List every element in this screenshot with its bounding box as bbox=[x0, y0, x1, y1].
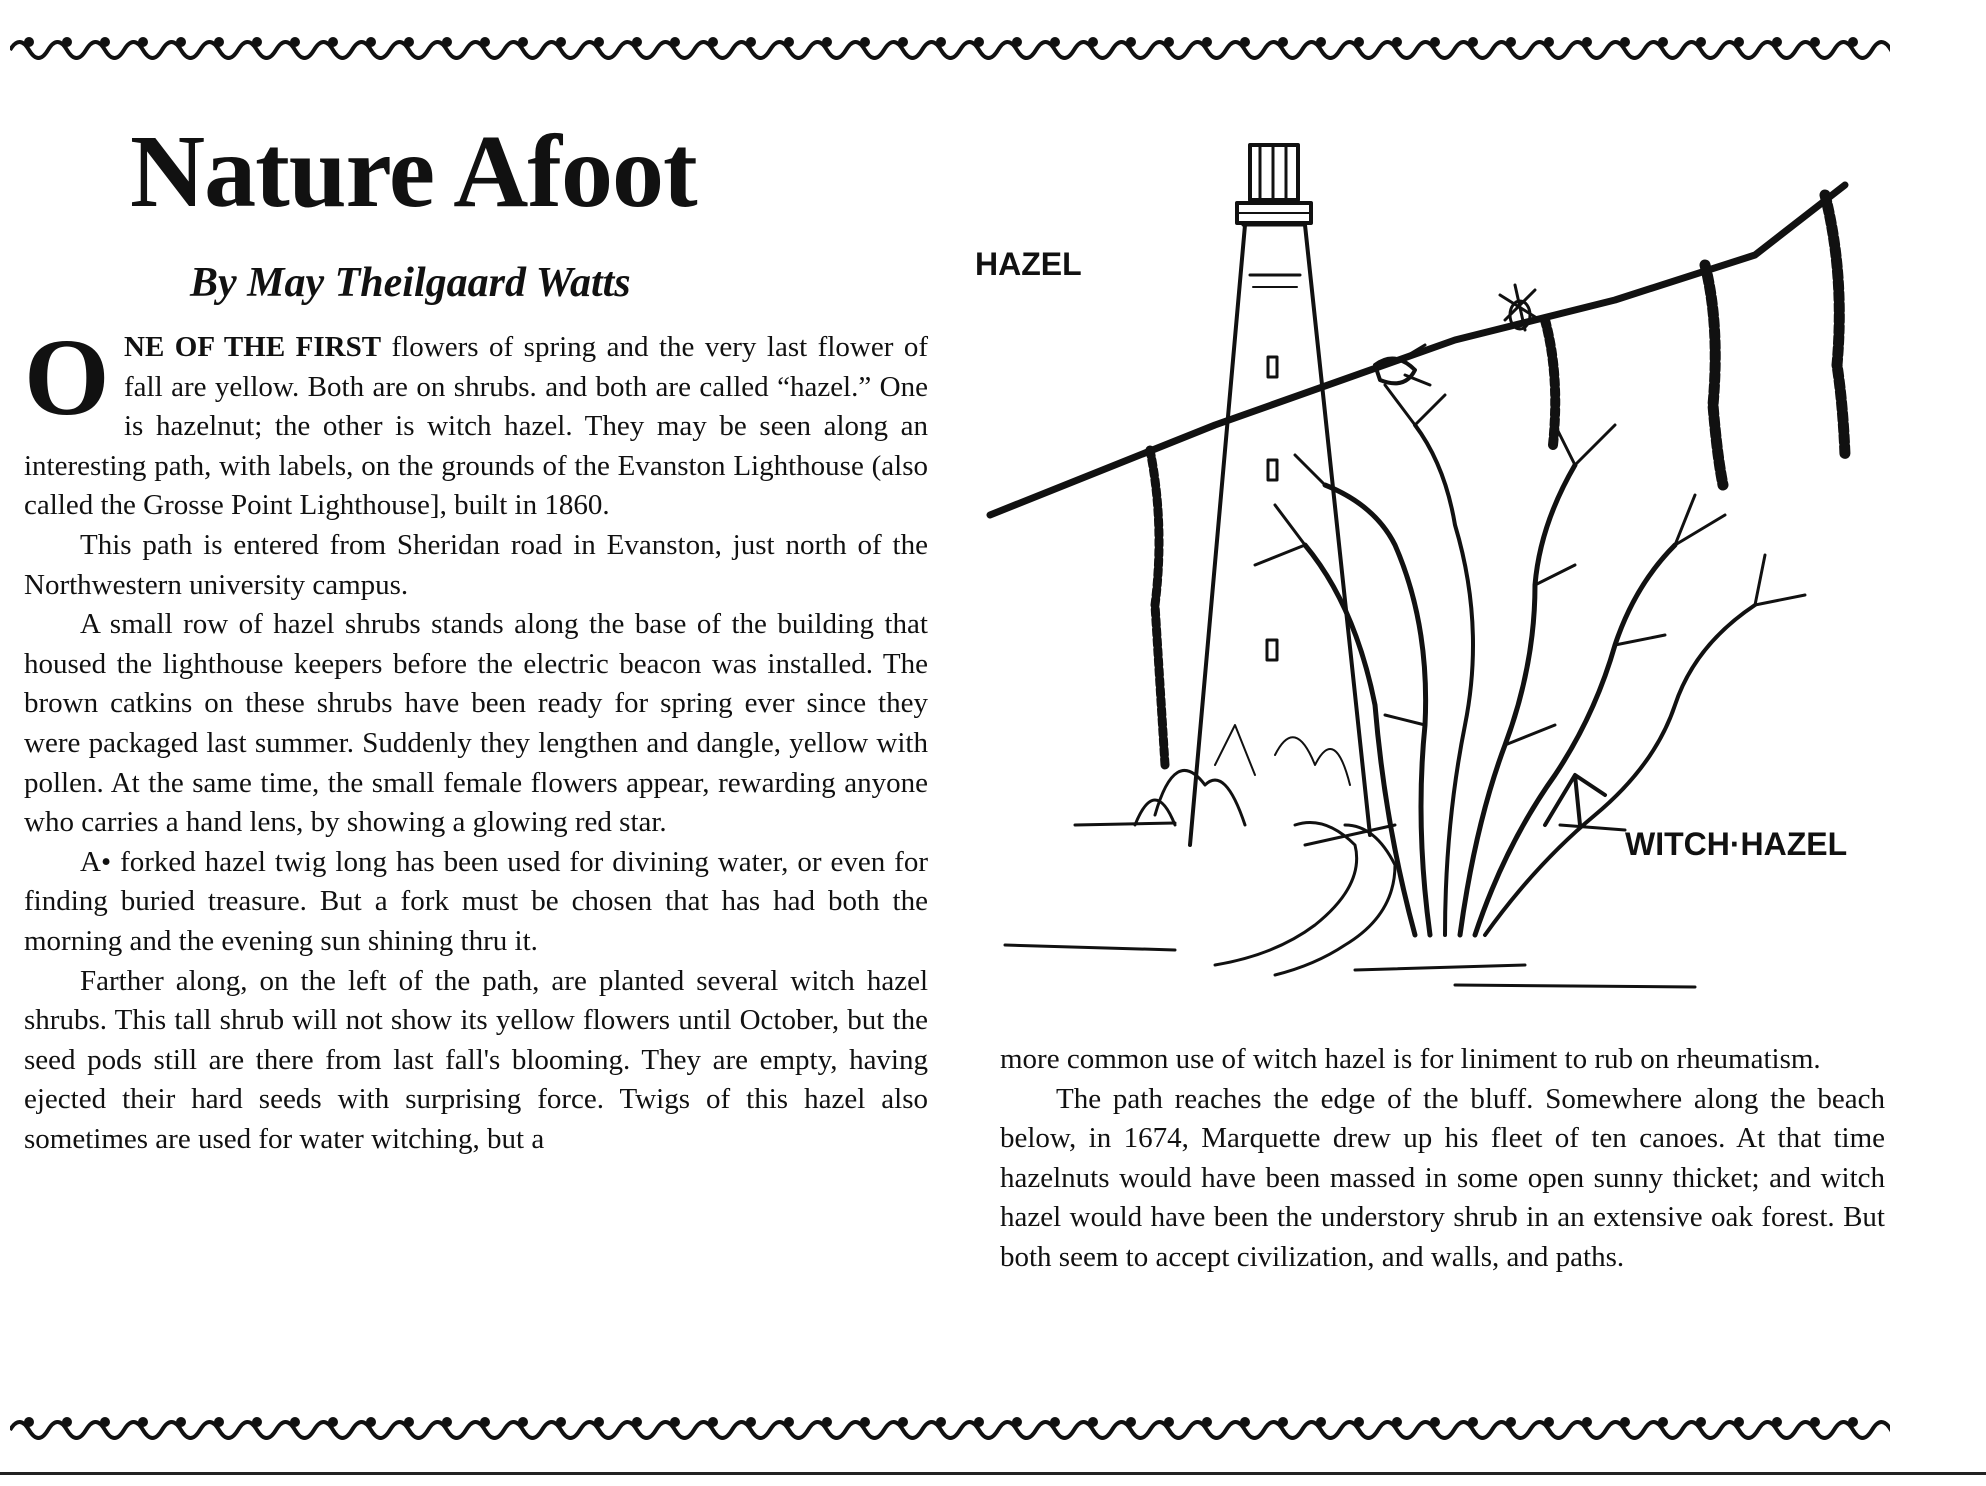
wave-dot bbox=[518, 1417, 528, 1427]
wave-dot bbox=[24, 37, 34, 47]
wave-dot bbox=[594, 1417, 604, 1427]
wave-dot bbox=[632, 37, 642, 47]
wave-dot bbox=[1012, 1417, 1022, 1427]
wave-dot bbox=[1772, 37, 1782, 47]
wave-dot bbox=[1126, 37, 1136, 47]
wave-dot bbox=[898, 1417, 908, 1427]
wave-dot bbox=[442, 1417, 452, 1427]
wave-dot bbox=[1354, 37, 1364, 47]
wave-dot bbox=[252, 1417, 262, 1427]
wave-dot bbox=[1164, 37, 1174, 47]
wave-dot bbox=[1240, 37, 1250, 47]
paragraph-4: A• forked hazel twig long has been used for divining water, or even for finding buried treasure. But a fork must be chosen that has had both the morning and the evening sun shining thru it. bbox=[24, 845, 928, 957]
wave-dot bbox=[62, 1417, 72, 1427]
wave-dot bbox=[252, 37, 262, 47]
lead-in: NE OF THE FIRST bbox=[124, 331, 382, 363]
wave-dot bbox=[62, 37, 72, 47]
wave-dot bbox=[290, 37, 300, 47]
wave-dot bbox=[936, 37, 946, 47]
wave-dot bbox=[1658, 37, 1668, 47]
wave-dot bbox=[518, 37, 528, 47]
hazel-branch-drawing bbox=[990, 185, 1845, 765]
wave-dot bbox=[1316, 1417, 1326, 1427]
wave-dot bbox=[1544, 1417, 1554, 1427]
wave-dot bbox=[1620, 37, 1630, 47]
paragraph-5: Farther along, on the left of the path, are planted several witch hazel shrubs. This tall shrub will not show its yellow flowers until October, but the seed pods still are there from last fall's blooming. They are empty, having ejected their hard seeds with surprising force. Twigs of this hazel also sometimes are used for water witching, but a bbox=[24, 964, 928, 1155]
wave-dot bbox=[1050, 37, 1060, 47]
wave-dot bbox=[1468, 1417, 1478, 1427]
wave-dot bbox=[1544, 37, 1554, 47]
wave-dot bbox=[1848, 1417, 1858, 1427]
drop-cap: O bbox=[24, 316, 110, 438]
bottom-rule bbox=[0, 1472, 1986, 1475]
right-text-column bbox=[1000, 1040, 1885, 1278]
wave-dot bbox=[176, 37, 186, 47]
wave-dot bbox=[1506, 1417, 1516, 1427]
wave-dot bbox=[898, 37, 908, 47]
wave-dot bbox=[670, 37, 680, 47]
wave-dot bbox=[1620, 1417, 1630, 1427]
article-title: Nature Afoot bbox=[130, 114, 697, 229]
wave-dot bbox=[1316, 37, 1326, 47]
wave-dot bbox=[1278, 37, 1288, 47]
wave-dot bbox=[1088, 37, 1098, 47]
wave-dot bbox=[176, 1417, 186, 1427]
wave-dot bbox=[138, 37, 148, 47]
wave-dot bbox=[328, 1417, 338, 1427]
wave-dot bbox=[1392, 1417, 1402, 1427]
wave-dot bbox=[708, 37, 718, 47]
wave-dot bbox=[100, 1417, 110, 1427]
wave-dot bbox=[1012, 37, 1022, 47]
wave-dot bbox=[1278, 1417, 1288, 1427]
wave-dot bbox=[404, 37, 414, 47]
wave-dot bbox=[1734, 1417, 1744, 1427]
paragraph-5-continued: more common use of witch hazel is for liniment to rub on rheumatism. bbox=[1000, 1043, 1821, 1075]
wave-dot bbox=[594, 37, 604, 47]
wave-dot bbox=[366, 37, 376, 47]
wave-dot bbox=[974, 1417, 984, 1427]
wave-dot bbox=[860, 1417, 870, 1427]
paragraph-6: The path reaches the edge of the bluff. Somewhere along the beach below, in 1674, Marquette drew up his fleet of ten canoes. At that time hazelnuts would have been massed in some open sunny thicket; and witch hazel would have been the understory shrub in an extensive oak forest. But both seem to accept civilization, and walls, and paths. bbox=[1000, 1082, 1885, 1273]
wave-dot bbox=[1506, 37, 1516, 47]
wave-dot bbox=[1696, 1417, 1706, 1427]
wave-dot bbox=[784, 37, 794, 47]
wave-dot bbox=[746, 1417, 756, 1427]
witch-hazel-shrub-drawing bbox=[1005, 385, 1805, 987]
wave-dot bbox=[214, 1417, 224, 1427]
top-wave-border bbox=[10, 28, 1890, 68]
drop-cap-box bbox=[24, 316, 120, 438]
wave-dot bbox=[1202, 37, 1212, 47]
wave-dot bbox=[100, 37, 110, 47]
wave-dot bbox=[1658, 1417, 1668, 1427]
wave-dot bbox=[860, 37, 870, 47]
wave-dot bbox=[214, 37, 224, 47]
article-byline: By May Theilgaard Watts bbox=[190, 260, 631, 306]
wave-dot bbox=[556, 37, 566, 47]
wave-dot bbox=[1354, 1417, 1364, 1427]
wave-dot bbox=[1430, 37, 1440, 47]
wave-dot bbox=[1430, 1417, 1440, 1427]
wave-dot bbox=[708, 1417, 718, 1427]
lighthouse-hazel-illustration bbox=[975, 125, 1890, 1005]
wave-dot bbox=[1734, 37, 1744, 47]
wave-dot bbox=[1848, 37, 1858, 47]
wave-dot bbox=[442, 37, 452, 47]
paragraph-2: This path is entered from Sheridan road in Evanston, just north of the Northwestern university campus. bbox=[24, 528, 928, 601]
wave-dot bbox=[1772, 1417, 1782, 1427]
wave-dot bbox=[784, 1417, 794, 1427]
hazel-label: HAZEL bbox=[975, 246, 1082, 282]
wave-dot bbox=[366, 1417, 376, 1427]
paragraph-1-text: flowers of spring and the very last flower of fall are yellow. Both are on shrubs. and both are called “hazel.” One is hazelnut; the other is witch hazel. They may be seen along an interesting path, with labels, on the grounds of the Evanston Lighthouse (also called the Grosse Point Lighthouse], built in 1860. bbox=[24, 331, 928, 522]
wave-dot bbox=[670, 1417, 680, 1427]
wave-dot bbox=[1164, 1417, 1174, 1427]
paragraph-3: A small row of hazel shrubs stands along the base of the building that housed the lighthouse keepers before the electric beacon was installed. The brown catkins on these shrubs have been ready for spring ever since they were packaged last summer. Suddenly they lengthen and dangle, yellow with pollen. At the same time, the small female flowers appear, rewarding anyone who carries a hand lens, by showing a glowing red star. bbox=[24, 608, 928, 839]
wave-dot bbox=[1810, 1417, 1820, 1427]
wave-dot bbox=[974, 37, 984, 47]
wave-dot bbox=[1392, 37, 1402, 47]
wave-dot bbox=[1582, 1417, 1592, 1427]
wave-dot bbox=[822, 37, 832, 47]
wave-dot bbox=[1582, 37, 1592, 47]
wave-dot bbox=[1696, 37, 1706, 47]
wave-dot bbox=[1468, 37, 1478, 47]
wave-dot bbox=[328, 37, 338, 47]
wave-dot bbox=[822, 1417, 832, 1427]
paragraph-1 bbox=[24, 316, 928, 526]
wave-dot bbox=[1240, 1417, 1250, 1427]
wave-dot bbox=[138, 1417, 148, 1427]
wave-dot bbox=[480, 1417, 490, 1427]
wave-dot bbox=[480, 37, 490, 47]
wave-dot bbox=[1810, 37, 1820, 47]
wave-dot bbox=[556, 1417, 566, 1427]
wave-dot bbox=[1050, 1417, 1060, 1427]
wave-dot bbox=[1126, 1417, 1136, 1427]
bottom-wave-border bbox=[10, 1408, 1890, 1448]
wave-dot bbox=[632, 1417, 642, 1427]
wave-dot bbox=[1202, 1417, 1212, 1427]
wave-dot bbox=[24, 1417, 34, 1427]
wave-dot bbox=[404, 1417, 414, 1427]
witch-hazel-label: WITCH·HAZEL bbox=[1625, 826, 1848, 862]
wave-dot bbox=[1088, 1417, 1098, 1427]
wave-dot bbox=[746, 37, 756, 47]
left-text-column bbox=[24, 316, 928, 1159]
wave-dot bbox=[290, 1417, 300, 1427]
wave-dot bbox=[936, 1417, 946, 1427]
